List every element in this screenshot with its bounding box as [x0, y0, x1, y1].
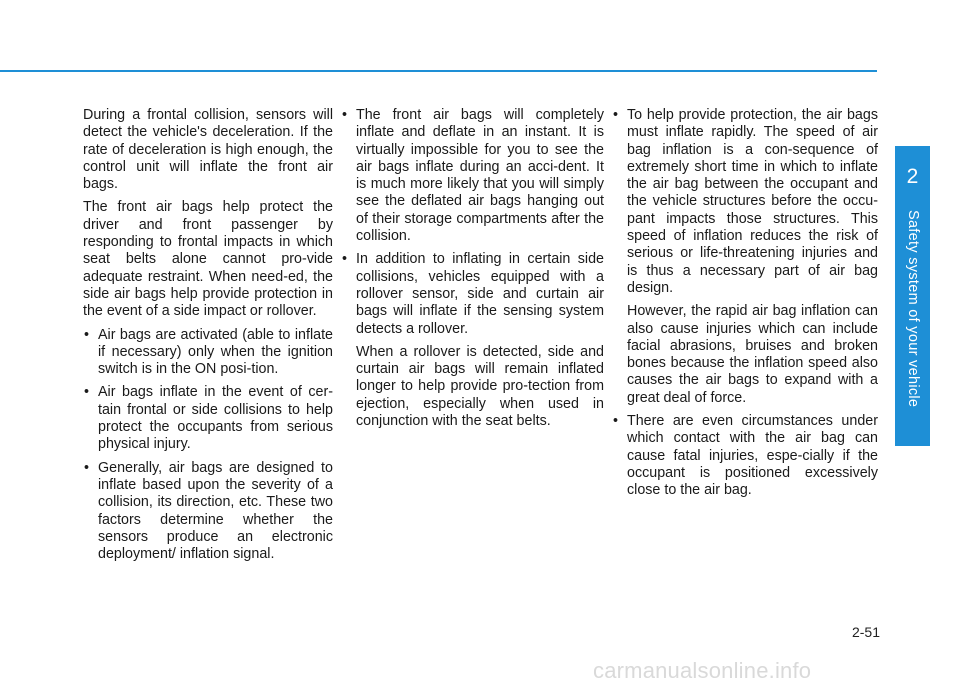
bullet-list [612, 107, 878, 500]
paragraph: The front air bags help protect the driver and front passenger by responding to frontal impacts in which seat belts alone cannot pro-vide adequate restraint. When need-ed, the side air bags help provide protection in the event of a side impact or rollover. [83, 199, 333, 320]
bullet-list [83, 327, 333, 564]
list-item: • There are even circumstances under which contact with the air bag can cause fatal injuries, espe-cially if the occupant is positioned excessively close to the air bag. [612, 413, 878, 499]
text-column-1 [83, 107, 333, 569]
paragraph: • To help provide protection, the air bags must inflate rapidly. The speed of air bag inflation is a con-sequence of extremely short time in which to inflate the air bag between the occupant and the vehicle structures before the occu-pant impacts those structures. This speed of inflation reduces the risk of serious or life-threatening injuries and is thus a necessary part of air bag design. [627, 107, 878, 296]
chapter-number: 2 [906, 165, 919, 188]
paragraph: When a rollover is detected, side and curtain air bags will remain inflated longer to help provide pro-tection from ejection, especially when used in conjunction with the seat belts. [356, 343, 604, 430]
page-number: 2-51 [851, 624, 880, 640]
chapter-tab [895, 146, 930, 446]
list-item [341, 251, 604, 430]
header-rule [0, 70, 877, 72]
list-item: • The front air bags will completely inflate and deflate in an instant. It is virtually impossible for you to see the air bags inflate during an acci-dent. It is much more likely that you will simply see the deflated air bags hanging out of their storage compartments after the collision. [341, 107, 604, 245]
text-column-3 [612, 107, 878, 506]
list-item: • Generally, air bags are designed to inflate based upon the severity of a collision, its direction, etc. These two factors determine whether the sensors produce an electronic deployment/ inflation signal. [83, 460, 333, 564]
list-item: • Air bags inflate in the event of cer-tain frontal or side collisions to help protect the occupants from serious physical injury. [83, 384, 333, 453]
chapter-title: Safety system of your vehicle [905, 210, 921, 408]
list-item [612, 107, 878, 407]
bullet-list [341, 107, 604, 430]
watermark: carmanualsonline.info [593, 658, 812, 683]
list-item: • Air bags are activated (able to inflate if necessary) only when the ignition switch is in the ON posi-tion. [83, 327, 333, 379]
paragraph: However, the rapid air bag inflation can also cause injuries which can include facial abrasions, bruises and broken bones because the inflation speed also causes the air bags to expand with a great deal of force. [627, 303, 878, 406]
text-column-2 [341, 107, 604, 436]
paragraph: During a frontal collision, sensors will detect the vehicle's deceleration. If the rate of deceleration is high enough, the control unit will inflate the front air bags. [83, 107, 333, 193]
paragraph: • In addition to inflating in certain side collisions, vehicles equipped with a rollover sensor, side and curtain air bags will inflate if the sensing system detects a rollover. [356, 251, 604, 337]
